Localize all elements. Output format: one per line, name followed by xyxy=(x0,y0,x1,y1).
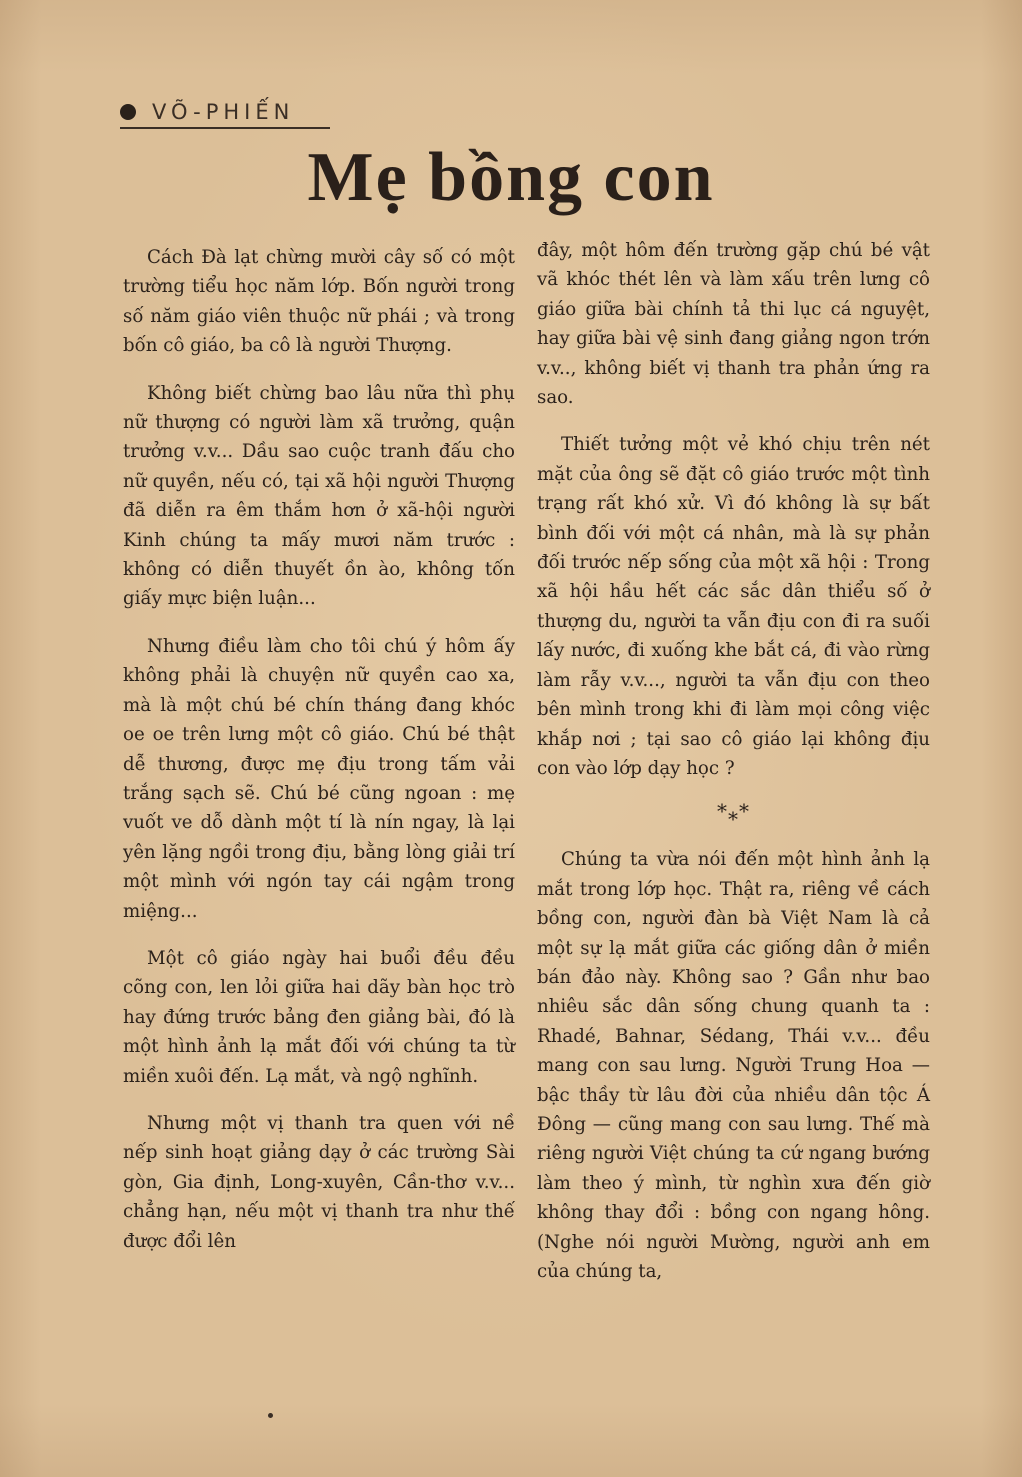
bullet-icon xyxy=(120,104,136,120)
separator-star: * xyxy=(717,799,728,824)
paper-speck xyxy=(268,1413,273,1418)
paragraph: Cách Đà lạt chừng mười cây số có một trường tiểu học năm lớp. Bốn người trong số năm giáo viên thuộc nữ phái ; và trong bốn cô giáo, ba cô là người Thượng. xyxy=(123,247,515,357)
author-byline xyxy=(120,100,330,129)
paragraph: Chúng ta vừa nói đến một hình ảnh lạ mắt trong lớp học. Thật ra, riêng về cách bồng con, người đàn bà Việt Nam là cả một sự lạ mắt giữa các giống dân ở miền bán đảo này. Không sao ? Gần như bao nhiêu sắc dân sống chung quanh ta : Rhadé, Bahnar, Sédang, Thái v.v... đều mang con sau lưng. Người Trung Hoa — bậc thầy từ lâu đời của nhiều dân tộc Á Đông — cũng mang con sau lưng. Thế mà riêng người Việt chúng ta cứ ngang bướng làm theo ý mình, từ nghìn xưa đến giờ không thay đổi : bồng con ngang hông. (Nghe nói người Mường, người anh em của chúng ta, xyxy=(537,849,930,1282)
author-name: VÕ-PHIẾN xyxy=(152,100,295,124)
paragraph: Nhưng điều làm cho tôi chú ý hôm ấy không phải là chuyện nữ quyền cao xa, mà là một chú bé chín tháng đang khóc oe oe trên lưng một cô giáo. Chú bé thật dễ thương, được mẹ địu trong tấm vải trắng sạch sẽ. Chú bé cũng ngoan : mẹ vuốt ve dỗ dành một tí là nín ngay, là lại yên lặng ngồi trong địu, bằng lòng giải trí một mình với ngón tay cái ngậm trong miệng... xyxy=(123,635,515,922)
paragraph: Nhưng một vị thanh tra quen với nề nếp sinh hoạt giảng dạy ở các trường Sài gòn, Gia định, Long-xuyên, Cần-thơ v.v... chẳng hạn, nếu một vị thanh tra như thế được đổi lên xyxy=(123,1112,515,1252)
paragraph: Không biết chừng bao lâu nữa thì phụ nữ thượng có người làm xã trưởng, quận trưởng v.v... Dầu sao cuộc tranh đấu cho nữ quyền, nếu có, tại xã hội người Thượng đã diễn ra êm thắm hơn ở xã-hội người Kinh chúng ta mấy mươi năm trước : không có diễn thuyết ồn ào, không tốn giấy mực biện luận... xyxy=(123,382,515,610)
paragraph: Thiết tưởng một vẻ khó chịu trên nét mặt của ông sẽ đặt cô giáo trước một tình trạng rất khó xử. Vì đó không là sự bất bình đối với một cá nhân, mà là sự phản đối trước nếp sống của một xã hội : Trong xã hội hầu hết các sắc dân thiểu số ở thượng du, người ta vẫn địu con đi ra suối lấy nước, đi xuống khe bắt cá, đi vào rừng làm rẫy v.v..., người ta vẫn địu con theo bên mình trong khi đi làm mọi công việc khắp nơi ; tại sao cô giáo lại không địu con vào lớp dạy học ? xyxy=(537,434,930,779)
paragraph: đây, một hôm đến trường gặp chú bé vật vã khóc thét lên và làm xấu trên lưng cô giáo giữa bài chính tả thi lục cá nguyệt, hay giữa bài vệ sinh đang giảng ngon trớn v.v.., không biết vị thanh tra phản ứng ra sao. xyxy=(537,240,930,409)
separator-star: * xyxy=(739,799,750,824)
article-title: Mẹ bồng con xyxy=(307,139,715,216)
paragraph: Một cô giáo ngày hai buổi đều đều cõng con, len lỏi giữa hai dãy bàn học trò hay đứng trước bảng đen giảng bài, đó là một hình ảnh lạ mắt đối với chúng ta từ miền xuôi đến. Lạ mắt, và ngộ nghĩnh. xyxy=(123,947,515,1087)
section-separator xyxy=(537,799,930,832)
separator-star: * xyxy=(728,807,739,832)
left-column xyxy=(123,243,515,1274)
right-column xyxy=(537,236,930,1304)
